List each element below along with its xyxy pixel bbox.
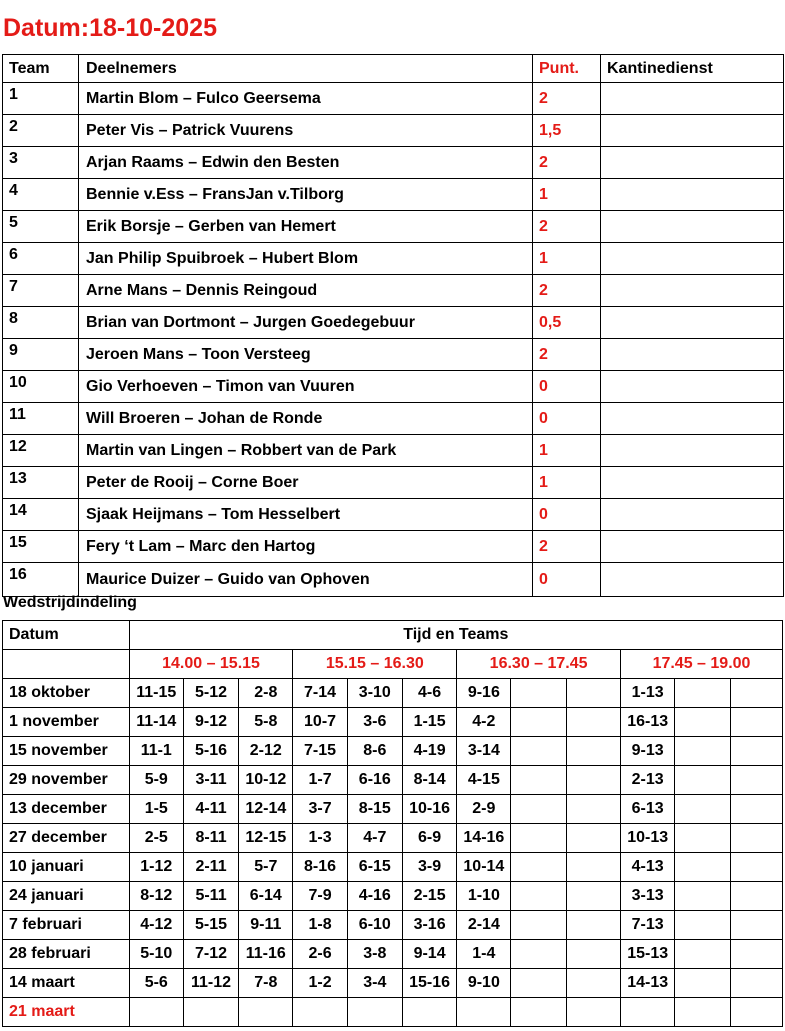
- match-cell: 3-16: [402, 911, 456, 940]
- time-slot-3: 16.30 – 17.45: [457, 650, 621, 679]
- match-cell: 14-16: [457, 824, 511, 853]
- match-cell: [730, 853, 782, 882]
- canteen-duty-cell: [601, 115, 784, 147]
- participant-row: [3, 147, 784, 179]
- match-cell: [675, 708, 730, 737]
- match-cell: 8-15: [347, 795, 402, 824]
- match-cell: 4-6: [402, 679, 456, 708]
- time-slot-2: 15.15 – 16.30: [293, 650, 457, 679]
- match-cell: [239, 998, 293, 1027]
- schedule-header-time-teams: Tijd en Teams: [129, 621, 782, 650]
- match-cell: 5-12: [183, 679, 238, 708]
- canteen-duty-cell: [601, 275, 784, 307]
- match-cell: 6-9: [402, 824, 456, 853]
- match-cell: [347, 998, 402, 1027]
- header-participants: Deelnemers: [79, 55, 533, 83]
- match-cell: [730, 882, 782, 911]
- match-cell: 5-9: [129, 766, 183, 795]
- schedule-row: [3, 708, 783, 737]
- canteen-duty-cell: [601, 563, 784, 597]
- team-points: 2: [533, 531, 601, 563]
- match-cell: [730, 940, 782, 969]
- match-cell: [566, 824, 620, 853]
- canteen-duty-cell: [601, 435, 784, 467]
- match-cell: [675, 795, 730, 824]
- match-cell: [511, 911, 566, 940]
- match-cell: [566, 679, 620, 708]
- match-cell: 8-16: [293, 853, 347, 882]
- participant-names: Jeroen Mans – Toon Versteeg: [79, 339, 533, 371]
- schedule-date: 7 februari: [3, 911, 130, 940]
- participant-row: [3, 563, 784, 597]
- match-cell: 11-12: [183, 969, 238, 998]
- team-points: 0: [533, 371, 601, 403]
- schedule-row: [3, 969, 783, 998]
- match-cell: [293, 998, 347, 1027]
- match-cell: 2-8: [239, 679, 293, 708]
- team-number: 4: [3, 179, 79, 211]
- match-cell: 3-8: [347, 940, 402, 969]
- match-cell: 12-15: [239, 824, 293, 853]
- match-cell: 4-15: [457, 766, 511, 795]
- team-number: 10: [3, 371, 79, 403]
- match-cell: 6-15: [347, 853, 402, 882]
- match-cell: 1-2: [293, 969, 347, 998]
- team-points: 2: [533, 147, 601, 179]
- match-cell: 11-16: [239, 940, 293, 969]
- schedule-row: [3, 737, 783, 766]
- participant-row: [3, 339, 784, 371]
- participant-names: Bennie v.Ess – FransJan v.Tilborg: [79, 179, 533, 211]
- team-points: 0: [533, 499, 601, 531]
- participant-row: [3, 115, 784, 147]
- team-number: 15: [3, 531, 79, 563]
- match-cell: 1-3: [293, 824, 347, 853]
- team-points: 2: [533, 83, 601, 115]
- match-cell: [675, 766, 730, 795]
- participant-names: Arne Mans – Dennis Reingoud: [79, 275, 533, 307]
- match-cell: 5-16: [183, 737, 238, 766]
- participant-row: [3, 211, 784, 243]
- team-points: 1: [533, 435, 601, 467]
- match-cell: 10-16: [402, 795, 456, 824]
- match-cell: 7-13: [621, 911, 675, 940]
- match-cell: [566, 853, 620, 882]
- team-number: 9: [3, 339, 79, 371]
- participant-names: Maurice Duizer – Guido van Ophoven: [79, 563, 533, 597]
- participant-row: [3, 531, 784, 563]
- canteen-duty-cell: [601, 147, 784, 179]
- canteen-duty-cell: [601, 499, 784, 531]
- canteen-duty-cell: [601, 403, 784, 435]
- schedule-row: [3, 911, 783, 940]
- match-cell: 1-10: [457, 882, 511, 911]
- match-cell: [675, 940, 730, 969]
- schedule-date: 29 november: [3, 766, 130, 795]
- team-number: 16: [3, 563, 79, 597]
- match-cell: [730, 824, 782, 853]
- match-cell: [730, 708, 782, 737]
- match-cell: 10-13: [621, 824, 675, 853]
- canteen-duty-cell: [601, 307, 784, 339]
- schedule-date: 15 november: [3, 737, 130, 766]
- match-cell: 15-13: [621, 940, 675, 969]
- match-cell: 6-13: [621, 795, 675, 824]
- match-cell: 9-12: [183, 708, 238, 737]
- match-cell: 7-8: [239, 969, 293, 998]
- schedule-row: [3, 679, 783, 708]
- match-cell: [730, 969, 782, 998]
- participant-row: [3, 179, 784, 211]
- match-cell: 5-7: [239, 853, 293, 882]
- match-cell: 15-16: [402, 969, 456, 998]
- match-cell: 3-10: [347, 679, 402, 708]
- participant-names: Brian van Dortmont – Jurgen Goedegebuur: [79, 307, 533, 339]
- schedule-date: 14 maart: [3, 969, 130, 998]
- match-cell: [566, 737, 620, 766]
- participants-header-row: [3, 55, 784, 83]
- schedule-row: [3, 940, 783, 969]
- match-cell: [675, 737, 730, 766]
- team-points: 0: [533, 563, 601, 597]
- match-cell: [511, 853, 566, 882]
- match-cell: 4-11: [183, 795, 238, 824]
- match-cell: 4-7: [347, 824, 402, 853]
- participant-row: [3, 467, 784, 499]
- match-cell: [675, 853, 730, 882]
- participant-names: Martin Blom – Fulco Geersema: [79, 83, 533, 115]
- match-cell: 11-14: [129, 708, 183, 737]
- match-cell: [511, 679, 566, 708]
- match-cell: [511, 708, 566, 737]
- match-cell: 9-16: [457, 679, 511, 708]
- team-number: 3: [3, 147, 79, 179]
- page-title: Datum:18-10-2025: [3, 14, 217, 42]
- match-cell: 4-12: [129, 911, 183, 940]
- participant-names: Martin van Lingen – Robbert van de Park: [79, 435, 533, 467]
- match-cell: 4-13: [621, 853, 675, 882]
- team-points: 0,5: [533, 307, 601, 339]
- team-number: 13: [3, 467, 79, 499]
- match-cell: 2-11: [183, 853, 238, 882]
- team-number: 12: [3, 435, 79, 467]
- match-cell: [675, 911, 730, 940]
- team-points: 1,5: [533, 115, 601, 147]
- match-cell: 6-14: [239, 882, 293, 911]
- team-points: 1: [533, 179, 601, 211]
- match-cell: [675, 824, 730, 853]
- match-cell: 5-8: [239, 708, 293, 737]
- team-number: 5: [3, 211, 79, 243]
- match-cell: 2-9: [457, 795, 511, 824]
- team-number: 2: [3, 115, 79, 147]
- team-number: 1: [3, 83, 79, 115]
- match-cell: 3-9: [402, 853, 456, 882]
- participant-row: [3, 275, 784, 307]
- participant-row: [3, 371, 784, 403]
- match-cell: 2-12: [239, 737, 293, 766]
- schedule-date: 10 januari: [3, 853, 130, 882]
- match-cell: [511, 969, 566, 998]
- participant-names: Jan Philip Spuibroek – Hubert Blom: [79, 243, 533, 275]
- participant-names: Gio Verhoeven – Timon van Vuuren: [79, 371, 533, 403]
- match-cell: [511, 766, 566, 795]
- match-cell: 1-15: [402, 708, 456, 737]
- participant-row: [3, 435, 784, 467]
- team-number: 14: [3, 499, 79, 531]
- time-slot-4: 17.45 – 19.00: [621, 650, 783, 679]
- team-points: 2: [533, 275, 601, 307]
- schedule-date: 27 december: [3, 824, 130, 853]
- match-cell: 7-9: [293, 882, 347, 911]
- team-number: 11: [3, 403, 79, 435]
- match-cell: 5-11: [183, 882, 238, 911]
- participant-row: [3, 243, 784, 275]
- schedule-row: [3, 824, 783, 853]
- match-cell: [511, 824, 566, 853]
- match-cell: 10-12: [239, 766, 293, 795]
- team-number: 6: [3, 243, 79, 275]
- schedule-date: 18 oktober: [3, 679, 130, 708]
- team-points: 2: [533, 211, 601, 243]
- match-cell: [511, 998, 566, 1027]
- match-cell: 2-13: [621, 766, 675, 795]
- match-cell: 3-13: [621, 882, 675, 911]
- match-cell: 7-15: [293, 737, 347, 766]
- match-cell: [457, 998, 511, 1027]
- match-cell: 1-5: [129, 795, 183, 824]
- match-cell: 9-13: [621, 737, 675, 766]
- match-cell: 2-5: [129, 824, 183, 853]
- participant-row: [3, 307, 784, 339]
- match-cell: 5-10: [129, 940, 183, 969]
- team-points: 2: [533, 339, 601, 371]
- schedule-date: 1 november: [3, 708, 130, 737]
- match-cell: 11-15: [129, 679, 183, 708]
- match-cell: [566, 766, 620, 795]
- participant-names: Peter Vis – Patrick Vuurens: [79, 115, 533, 147]
- team-number: 8: [3, 307, 79, 339]
- match-cell: 6-16: [347, 766, 402, 795]
- participant-names: Fery ‘t Lam – Marc den Hartog: [79, 531, 533, 563]
- match-cell: 9-10: [457, 969, 511, 998]
- match-cell: [566, 708, 620, 737]
- canteen-duty-cell: [601, 243, 784, 275]
- schedule-row: [3, 766, 783, 795]
- time-slot-1: 14.00 – 15.15: [129, 650, 293, 679]
- match-cell: 8-11: [183, 824, 238, 853]
- team-points: 1: [533, 467, 601, 499]
- participant-names: Erik Borsje – Gerben van Hemert: [79, 211, 533, 243]
- match-cell: 10-14: [457, 853, 511, 882]
- match-cell: 12-14: [239, 795, 293, 824]
- schedule-row: [3, 882, 783, 911]
- match-cell: 3-4: [347, 969, 402, 998]
- team-points: 0: [533, 403, 601, 435]
- match-cell: 2-6: [293, 940, 347, 969]
- match-cell: 4-19: [402, 737, 456, 766]
- match-cell: 1-4: [457, 940, 511, 969]
- match-cell: [675, 679, 730, 708]
- match-cell: 1-13: [621, 679, 675, 708]
- match-cell: 5-6: [129, 969, 183, 998]
- match-cell: [730, 679, 782, 708]
- match-cell: 2-14: [457, 911, 511, 940]
- canteen-duty-cell: [601, 371, 784, 403]
- participant-names: Arjan Raams – Edwin den Besten: [79, 147, 533, 179]
- match-cell: [675, 969, 730, 998]
- canteen-duty-cell: [601, 467, 784, 499]
- schedule-row: [3, 795, 783, 824]
- schedule-row: [3, 998, 783, 1027]
- match-cell: [730, 795, 782, 824]
- match-cell: 8-12: [129, 882, 183, 911]
- match-cell: [129, 998, 183, 1027]
- match-cell: 4-2: [457, 708, 511, 737]
- match-cell: [675, 882, 730, 911]
- match-cell: [730, 998, 782, 1027]
- canteen-duty-cell: [601, 339, 784, 371]
- participant-row: [3, 499, 784, 531]
- canteen-duty-cell: [601, 83, 784, 115]
- match-cell: 1-12: [129, 853, 183, 882]
- match-cell: [730, 911, 782, 940]
- match-cell: [183, 998, 238, 1027]
- match-cell: 9-11: [239, 911, 293, 940]
- match-cell: 14-13: [621, 969, 675, 998]
- match-cell: [675, 998, 730, 1027]
- match-cell: [511, 795, 566, 824]
- participant-row: [3, 83, 784, 115]
- schedule-subtitle: Wedstrijdindeling: [3, 594, 137, 611]
- schedule-date: 28 februari: [3, 940, 130, 969]
- match-cell: [621, 998, 675, 1027]
- schedule-header-row: [3, 621, 783, 650]
- team-points: 1: [533, 243, 601, 275]
- match-cell: 2-15: [402, 882, 456, 911]
- schedule-date: 13 december: [3, 795, 130, 824]
- schedule-date: 24 januari: [3, 882, 130, 911]
- match-cell: 9-14: [402, 940, 456, 969]
- match-cell: 11-1: [129, 737, 183, 766]
- header-canteen-duty: Kantinedienst: [601, 55, 784, 83]
- match-cell: 3-7: [293, 795, 347, 824]
- match-cell: [566, 998, 620, 1027]
- header-points: Punt.: [533, 55, 601, 83]
- match-cell: [730, 737, 782, 766]
- match-cell: 6-10: [347, 911, 402, 940]
- match-cell: 7-12: [183, 940, 238, 969]
- match-cell: 5-15: [183, 911, 238, 940]
- participant-row: [3, 403, 784, 435]
- match-cell: 1-7: [293, 766, 347, 795]
- canteen-duty-cell: [601, 211, 784, 243]
- participant-names: Will Broeren – Johan de Ronde: [79, 403, 533, 435]
- schedule-row: [3, 853, 783, 882]
- match-cell: [566, 969, 620, 998]
- time-slot-row: [3, 650, 783, 679]
- time-slot-blank: [3, 650, 130, 679]
- match-cell: 8-14: [402, 766, 456, 795]
- match-cell: [511, 737, 566, 766]
- match-cell: 4-16: [347, 882, 402, 911]
- header-team: Team: [3, 55, 79, 83]
- schedule-header-date: Datum: [3, 621, 130, 650]
- match-cell: [511, 882, 566, 911]
- match-cell: 8-6: [347, 737, 402, 766]
- match-cell: [730, 766, 782, 795]
- match-cell: 10-7: [293, 708, 347, 737]
- canteen-duty-cell: [601, 531, 784, 563]
- match-cell: [566, 940, 620, 969]
- match-cell: 16-13: [621, 708, 675, 737]
- schedule-table: [2, 620, 783, 1027]
- match-cell: 1-8: [293, 911, 347, 940]
- match-cell: 3-11: [183, 766, 238, 795]
- canteen-duty-cell: [601, 179, 784, 211]
- participant-names: Sjaak Heijmans – Tom Hesselbert: [79, 499, 533, 531]
- match-cell: [566, 911, 620, 940]
- match-cell: [511, 940, 566, 969]
- team-number: 7: [3, 275, 79, 307]
- match-cell: [566, 795, 620, 824]
- participant-names: Peter de Rooij – Corne Boer: [79, 467, 533, 499]
- match-cell: 7-14: [293, 679, 347, 708]
- match-cell: [566, 882, 620, 911]
- match-cell: [402, 998, 456, 1027]
- match-cell: 3-14: [457, 737, 511, 766]
- participants-table: [2, 54, 784, 597]
- match-cell: 3-6: [347, 708, 402, 737]
- schedule-date: 21 maart: [3, 998, 130, 1027]
